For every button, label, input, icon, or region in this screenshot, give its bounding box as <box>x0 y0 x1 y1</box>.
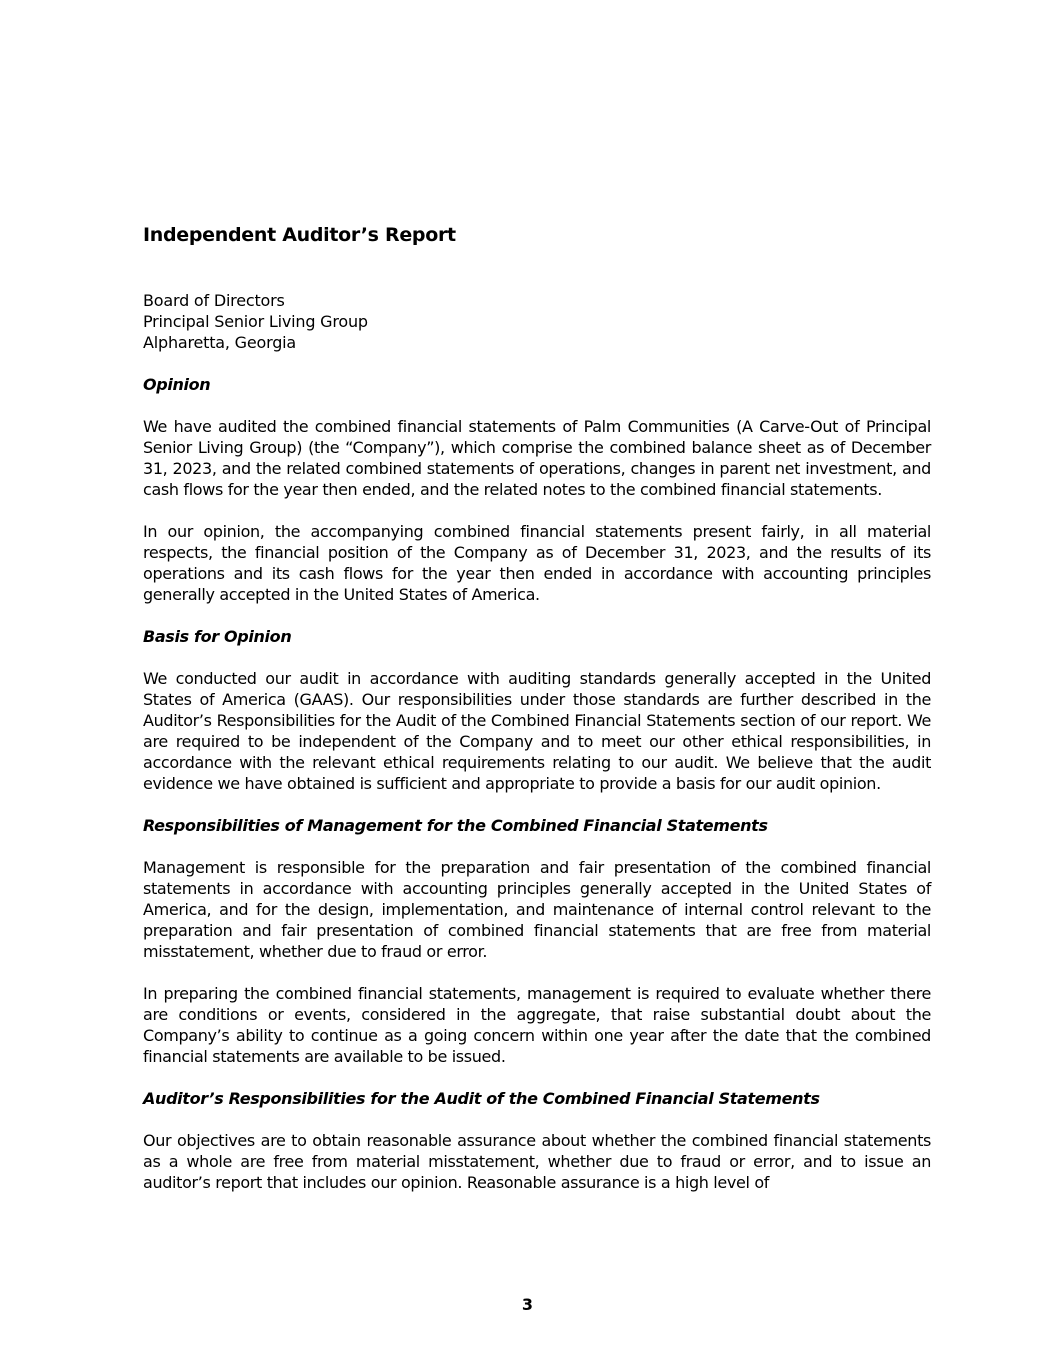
addressee-line: Alpharetta, Georgia <box>143 333 297 352</box>
page-number: 3 <box>521 1295 534 1314</box>
addressee-block <box>143 290 368 353</box>
addressee-line: Principal Senior Living Group <box>143 312 368 331</box>
section-heading-management: Responsibilities of Management for the Combined Financial Statements <box>143 816 768 835</box>
section-heading-basis: Basis for Opinion <box>143 627 292 646</box>
report-body <box>143 374 931 1214</box>
report-title: Independent Auditor’s Report <box>143 224 456 246</box>
paragraph: We conducted our audit in accordance with auditing standards generally accepted in the United States of America (GAAS). Our responsibilities under those standards are further described in the Auditor’s Responsibilities for the Audit of the Combined Financial Statements section of our report. We are required to be independent of the Company and to meet our other ethical responsibilities, in accordance with the relevant ethical requirements relating to our audit. We believe that the audit evidence we have obtained is sufficient and appropriate to provide a basis for our audit opinion. <box>143 669 931 793</box>
paragraph: We have audited the combined financial statements of Palm Communities (A Carve-Out of Principal Senior Living Group) (the “Company”), which comprise the combined balance sheet as of December 31, 2023, and the related combined statements of operations, changes in parent net investment, and cash flows for the year then ended, and the related notes to the combined financial statements. <box>143 417 931 499</box>
section-heading-auditor: Auditor’s Responsibilities for the Audit of the Combined Financial Statements <box>143 1089 820 1108</box>
paragraph: Management is responsible for the preparation and fair presentation of the combined financial statements in accordance with accounting principles generally accepted in the United States of America, and for the design, implementation, and maintenance of internal control relevant to the preparation and fair presentation of combined financial statements that are free from material misstatement, whether due to fraud or error. <box>143 858 931 961</box>
addressee-line: Board of Directors <box>143 291 285 310</box>
paragraph: In preparing the combined financial statements, management is required to evaluate whether there are conditions or events, considered in the aggregate, that raise substantial doubt about the Company’s ability to continue as a going concern within one year after the date that the combined financial statements are available to be issued. <box>143 984 931 1066</box>
paragraph: Our objectives are to obtain reasonable assurance about whether the combined financial statements as a whole are free from material misstatement, whether due to fraud or error, and to issue an auditor’s report that includes our opinion. Reasonable assurance is a high level of <box>143 1131 931 1192</box>
section-heading-opinion: Opinion <box>143 375 211 394</box>
paragraph: In our opinion, the accompanying combined financial statements present fairly, in all material respects, the financial position of the Company as of December 31, 2023, and the results of its operations and its cash flows for the year then ended in accordance with accounting principles generally accepted in the United States of America. <box>143 522 931 604</box>
